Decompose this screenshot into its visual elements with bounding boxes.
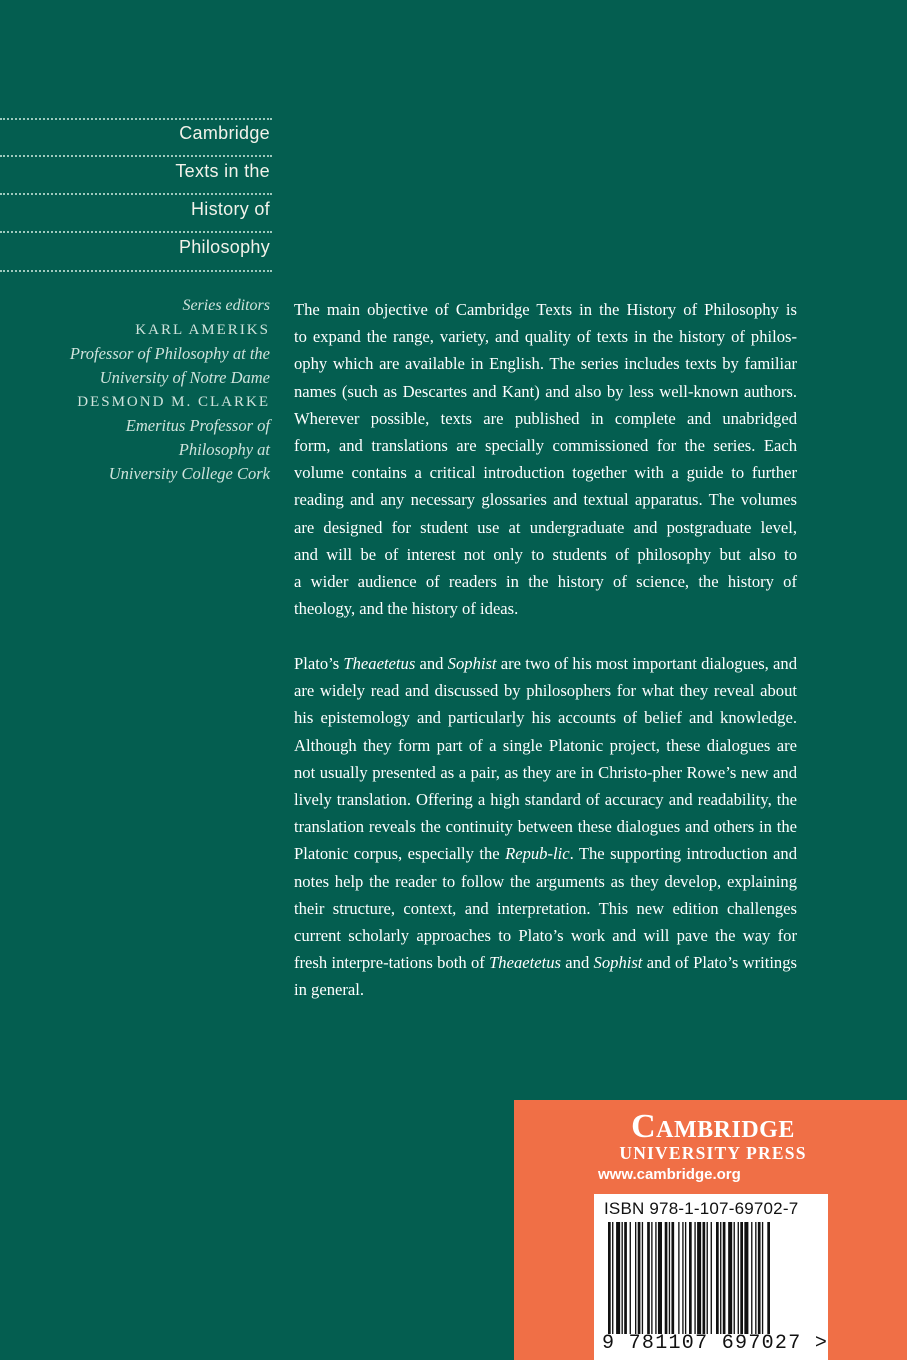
text-line: and will be of interest not only to students of philosophy but also to — [294, 544, 797, 564]
text-line: are designed for student use at undergraduate and postgraduate level, — [294, 517, 797, 537]
dotted-divider — [0, 118, 272, 120]
text-run: Plato’s — [294, 654, 344, 673]
barcode-digits: 9 781107 697027 > — [602, 1332, 829, 1355]
text-run: . The supporting introduction and notes help the reader to follow the arguments as they develop, explaining their structure, context, and interpretation. This new edition challenges current scholarly approaches to Plato’s work and will pave the way for fresh interpre-tations both of — [294, 844, 797, 973]
publisher-url: www.cambridge.org — [598, 1166, 741, 1183]
text-line: form, and translations are specially commissioned for the series. Each — [294, 436, 797, 456]
text-line: ophy which are available in English. The series includes texts by familiar — [294, 354, 797, 374]
text-run: and — [415, 654, 448, 673]
editor-affiliation: Emeritus Professor of — [125, 416, 270, 435]
work-title: Repub-lic — [505, 844, 570, 864]
barcode — [594, 1194, 828, 1360]
editor-affiliation: Professor of Philosophy at the — [69, 344, 270, 363]
work-title: Sophist — [593, 953, 643, 973]
dotted-divider — [0, 270, 272, 272]
publisher-press: UNIVERSITY PRESS — [619, 1143, 807, 1163]
editor-affiliation: University of Notre Dame — [99, 368, 270, 387]
text-run: and of Plato’s writings in general. — [294, 953, 797, 1000]
publisher-name: Cambridge — [631, 1108, 795, 1145]
editor-affiliation: Philosophy at — [178, 440, 270, 459]
series-editors — [10, 294, 270, 486]
work-title: Sophist — [447, 654, 497, 673]
dotted-divider — [0, 193, 272, 195]
editor-name: DESMOND M. CLARKE — [77, 394, 270, 410]
dotted-divider — [0, 155, 272, 157]
text-line: theology, and the history of ideas. — [294, 599, 519, 619]
editor-affiliation: University College Cork — [108, 464, 270, 483]
text-run: and — [560, 953, 594, 973]
series-title-line-1: Cambridge — [179, 123, 270, 143]
series-title-line-4: Philosophy — [178, 237, 270, 257]
text-line: The main objective of Cambridge Texts in the History of Philosophy is — [294, 300, 797, 319]
text-line: to expand the range, variety, and quality of texts in the history of philos- — [294, 327, 797, 347]
text-line: volume contains a critical introduction together with a guide to further — [294, 463, 797, 483]
isbn-number: ISBN 978-1-107-69702-7 — [604, 1199, 799, 1218]
work-title: Theaetetus — [489, 953, 561, 973]
book-description — [294, 650, 797, 1004]
text-line: Wherever possible, texts are published in complete and unabridged — [294, 408, 797, 428]
series-editors-label: Series editors — [182, 297, 270, 314]
text-line: names (such as Descartes and Kant) and also by less well-known authors. — [294, 381, 797, 401]
work-title: Theaetetus — [343, 654, 416, 673]
barcode-bars-icon — [608, 1222, 814, 1334]
series-title-line-3: History of — [190, 199, 270, 219]
series-title-line-2: Texts in the — [175, 161, 270, 181]
dotted-divider — [0, 231, 272, 233]
series-description — [294, 296, 797, 622]
publisher-box — [514, 1100, 907, 1360]
text-line: reading and any necessary glossaries and textual apparatus. The volumes — [294, 490, 797, 510]
text-run: are two of his most important dialogues, and are widely read and discussed by philosophers for what they reveal about his epistemology and particularly his accounts of belief and knowledge. Although they form part of a single Platonic project, these dialogues are not usually presented as a pair, as they are in Christo-pher Rowe’s new and lively translation. Offering a high standard of accuracy and readability, the translation reveals the continuity between these dialogues and others in the Platonic corpus, especially the — [294, 654, 797, 864]
editor-name: KARL AMERIKS — [135, 322, 270, 338]
text-line: a wider audience of readers in the history of science, the history of — [294, 572, 797, 592]
